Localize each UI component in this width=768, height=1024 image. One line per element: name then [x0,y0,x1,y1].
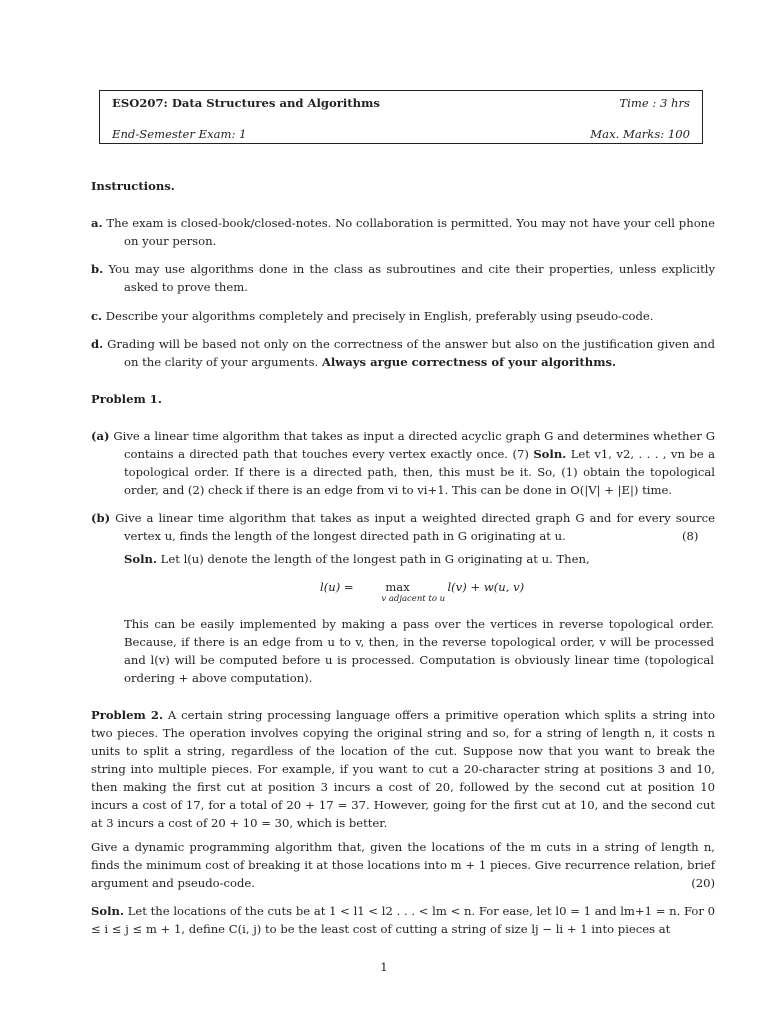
problem1-part-b: (b) Give a linear time algorithm that takes as input a weighted directed graph G and for every source vertex u, finds the length of the longest directed path in G originating at u. (8) [91,511,715,543]
part-b-solution-intro [124,550,714,568]
equation-rhs: l(v) + w(u, v) [447,580,525,594]
part-label: (b) [91,511,111,525]
instruction-item-a [91,214,715,250]
part-label: (a) [91,429,110,443]
soln-label: Soln. [91,904,124,918]
problem2-heading: Problem 2. [91,708,164,722]
part-b-explanation: This can be easily implemented by making a pass over the vertices in reverse topological order. Because, if there is an edge from u to v, then, in the reverse topological order, v will be processed and l(v) will be computed before u is processed. Computation is obviously linear time (topological ordering + above computation). [124,617,714,685]
exam-header-box [99,90,703,144]
instruction-label: b. [91,262,104,276]
instruction-text: Describe your algorithms completely and precisely in English, preferably using pseudo-code. [105,309,654,323]
part-a-marks: (7) [512,447,529,461]
problem2-task [91,838,715,892]
problem1-heading: Problem 1. [91,392,162,406]
equation-subscript: v adjacent to u [381,594,446,604]
instruction-label: a. [91,216,103,230]
soln-label: Soln. [533,447,567,461]
instruction-label: c. [91,309,103,323]
part-b-question: Give a linear time algorithm that takes as input a weighted directed graph G and for every source vertex u, finds the length of the longest directed path in G originating at u. [115,511,715,543]
part-a-solution: Let v1, v2, . . . , vn be a topological order. If there is a directed path, then, this must be it. So, (1) obtain the topological order, and (2) check if there is an edge from vi to vi+1. This can be done in O(|V| + |E|) time. [124,447,715,497]
instruction-text: The exam is closed-book/closed-notes. No collaboration is permitted. You may not have your cell phone on your person. [106,216,715,248]
max-marks: Max. Marks: 100 [590,127,690,141]
problem2-solution [91,902,715,938]
problem2-marks: (20) [691,876,715,890]
instruction-item-d [91,335,715,371]
problem2-solution-text: Let the locations of the cuts be at 1 < l1 < l2 . . . < lm < n. For ease, let l0 = 1 and lm+1 = n. For 0 ≤ i ≤ j ≤ m + 1, define C(i, j) to be the least cost of cutting a string of size lj − li + 1 into pieces at [91,904,715,936]
soln-label: Soln. [124,552,157,566]
instruction-text: You may use algorithms done in the class as subroutines and cite their properties, unless explicitly asked to prove them. [108,262,716,294]
problem2-description: A certain string processing language offers a primitive operation which splits a string into two pieces. The operation involves copying the original string and so, for a string of length n, it costs n units to split a string, regardless of the location of the cut. Suppose now that you want to break the string into multiple pieces. For example, if you want to cut a 20-character string at positions 3 and 10, then making the first cut at position 3 incurs a cost of 20, followed by the second cut at position 10 incurs a cost of 17, for a total of 20 + 17 = 37. However, going for the first cut at 10, and the second cut at 3 incurs a cost of 20 + 10 = 30, which is better. [91,708,716,830]
problem2-intro [91,706,715,832]
instruction-text: Grading will be based not only on the correctness of the answer but also on the justification given and on the clarity of your arguments. [107,337,716,369]
page-number: 1 [380,960,388,974]
instruction-emphasis: Always argue correctness of your algorithms. [321,355,617,369]
equation-lhs: l(u) = [320,580,354,594]
part-b-solution: Let l(u) denote the length of the longest path in G originating at u. Then, [160,552,590,566]
exam-name: End-Semester Exam: 1 [112,127,247,141]
equation-max: max [385,580,410,594]
course-title: ESO207: Data Structures and Algorithms [112,96,380,110]
problem1-part-a [91,427,715,499]
longest-path-equation [320,578,525,604]
problem2-task-text: Give a dynamic programming algorithm that, given the locations of the m cuts in a string of length n, finds the minimum cost of breaking it at those locations into m + 1 pieces. Give recurrence relation, brief argument and pseudo-code. [91,840,715,890]
exam-time: Time : 3 hrs [619,96,690,110]
instructions-heading: Instructions. [91,179,175,193]
instruction-item-c [91,307,715,325]
part-a-question: Give a linear time algorithm that takes as input a directed acyclic graph G and determines whether G contains a directed path that touches every vertex exactly once. [113,429,716,461]
instruction-label: d. [91,337,104,351]
instruction-item-b [91,260,715,296]
